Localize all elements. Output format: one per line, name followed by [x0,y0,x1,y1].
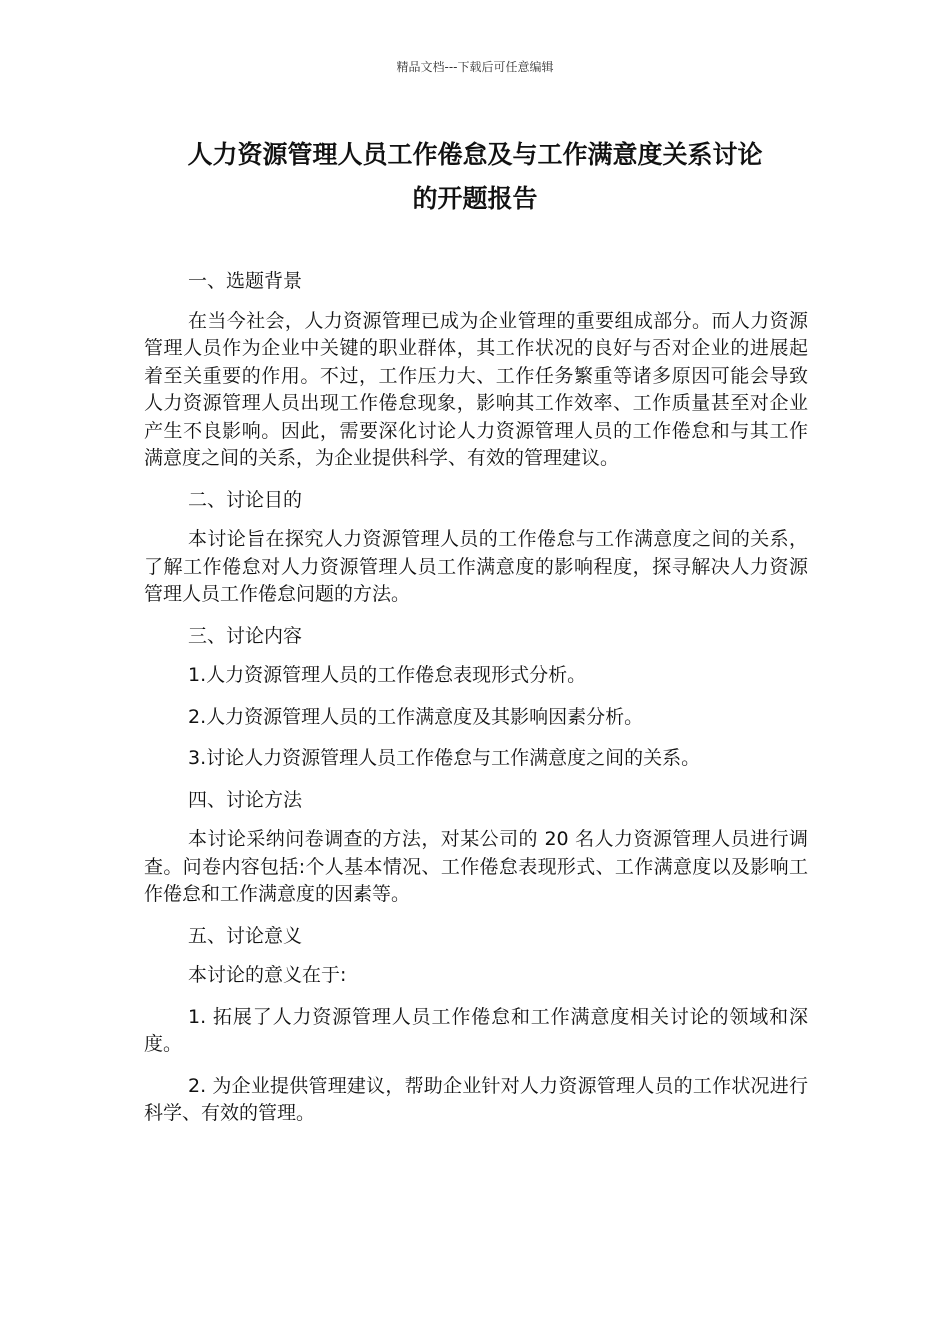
document-body [144,268,808,1142]
section-heading-background: 一、选题背景 [188,270,303,292]
title-line-2: 的开题报告 [412,184,538,213]
significance-item-1: 1. 拓展了人力资源管理人员工作倦怠和工作满意度相关讨论的领域和深度。 [144,1005,808,1055]
document-title [120,133,830,221]
section-heading-purpose: 二、讨论目的 [188,488,303,511]
method-paragraph: 本讨论采纳问卷调查的方法，对某公司的 20 名人力资源管理人员进行调查。问卷内容包括:个人基本情况、工作倦怠表现形式、工作满意度以及影响工作倦怠和工作满意度的因素等。 [144,828,808,905]
title-line-1: 人力资源管理人员工作倦怠及与工作满意度关系讨论 [187,140,763,169]
significance-intro: 本讨论的意义在于: [188,964,347,986]
content-item-3: 3.讨论人力资源管理人员工作倦怠与工作满意度之间的关系。 [188,747,701,769]
section-heading-content: 三、讨论内容 [188,624,303,647]
purpose-paragraph: 本讨论旨在探究人力资源管理人员的工作倦怠与工作满意度之间的关系，了解工作倦怠对人力资源管理人员工作满意度的影响程度，探寻解决人力资源管理人员工作倦怠问题的方法。 [144,528,808,605]
content-item-1: 1.人力资源管理人员的工作倦怠表现形式分析。 [188,664,587,686]
content-item-2: 2.人力资源管理人员的工作满意度及其影响因素分析。 [188,705,644,728]
significance-item-2: 2. 为企业提供管理建议，帮助企业针对人力资源管理人员的工作状况进行科学、有效的管理。 [144,1074,808,1124]
section-heading-significance: 五、讨论意义 [188,924,303,947]
section-heading-method: 四、讨论方法 [188,788,303,811]
background-paragraph: 在当今社会，人力资源管理已成为企业管理的重要组成部分。而人力资源管理人员作为企业中关键的职业群体，其工作状况的良好与否对企业的进展起着至关重要的作用。不过，工作压力大、工作任务繁重等诸多原因可能会导致人力资源管理人员出现工作倦怠现象，影响其工作效率、工作质量甚至对企业产生不良影响。因此，需要深化讨论人力资源管理人员的工作倦怠和与其工作满意度之间的关系，为企业提供科学、有效的管理建议。 [144,309,808,469]
header-note: 精品文档---下载后可任意编辑 [396,60,554,74]
